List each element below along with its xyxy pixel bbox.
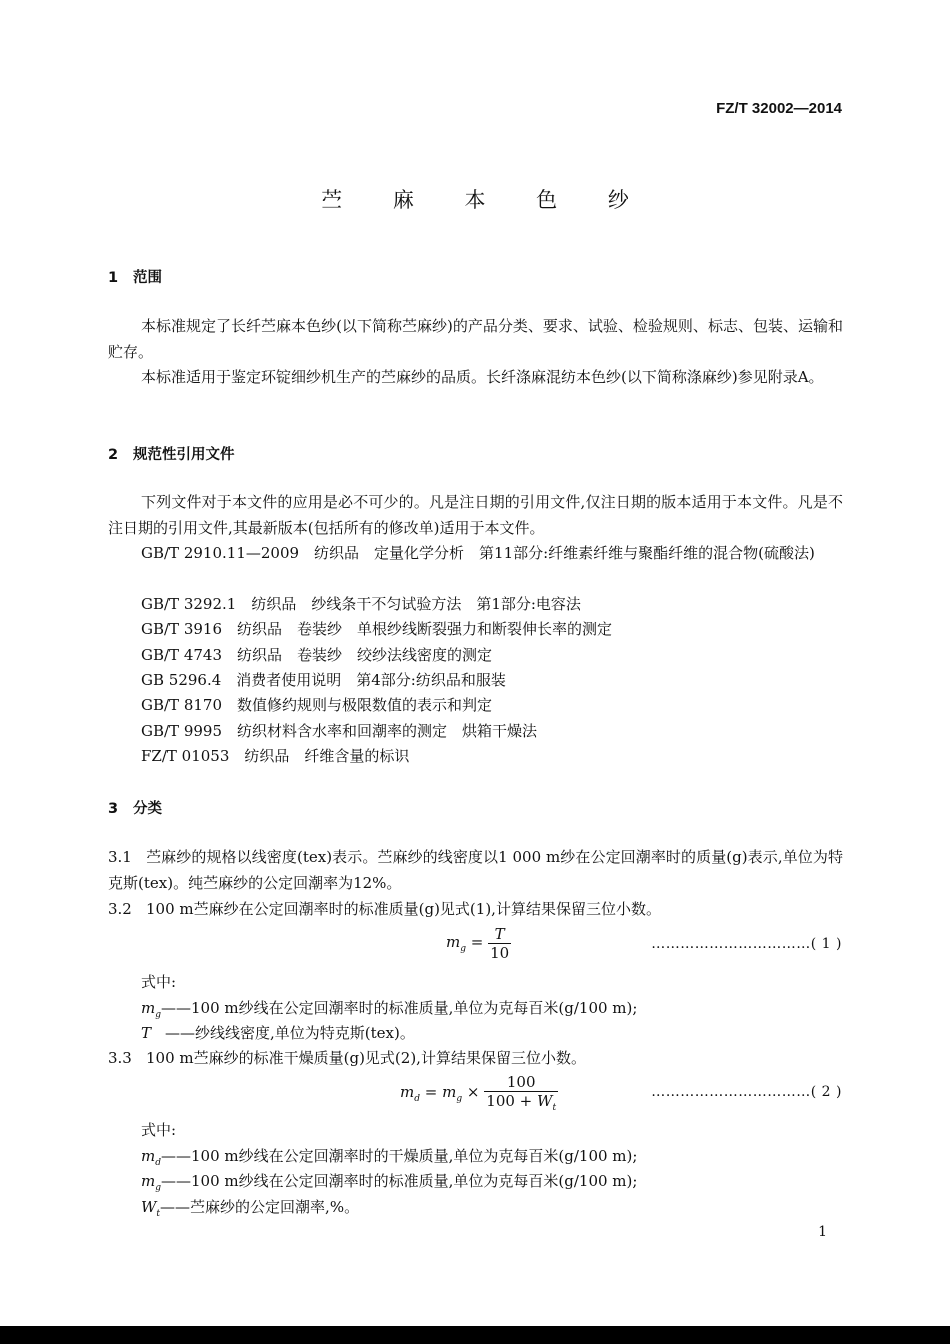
- eq-subscript: d: [414, 1093, 420, 1104]
- clause-number: 3.3: [108, 1049, 132, 1067]
- eq-symbol: m: [442, 1082, 457, 1101]
- eq-symbol: W: [537, 1092, 553, 1110]
- section-number: 1: [108, 270, 119, 286]
- eq-subscript: g: [456, 1093, 463, 1104]
- page-number: 1: [818, 1224, 827, 1240]
- eq-symbol: m: [400, 1082, 415, 1101]
- def-symbol: W: [141, 1198, 157, 1216]
- eq-number: ( 1 ): [810, 936, 842, 952]
- def-subscript: g: [155, 1010, 161, 1020]
- reference-item: GB/T 4743 纺织品 卷装纱 绞纱法线密度的测定: [141, 646, 493, 664]
- def-symbol: m: [141, 1172, 156, 1190]
- eq-number: ( 2 ): [810, 1084, 842, 1100]
- eq-operator: =: [424, 1082, 438, 1101]
- eq-subscript: g: [460, 944, 466, 954]
- definition-item: [141, 1170, 637, 1193]
- eq-fraction: [488, 925, 511, 962]
- eq-symbol: m: [446, 933, 461, 951]
- section-1-heading: [108, 266, 162, 287]
- def-subscript: g: [155, 1183, 161, 1193]
- scope-paragraph-2: 本标准适用于鉴定环锭细纱机生产的苎麻纱的品质。长纤涤麻混纺本色纱(以下简称涤麻纱)参见附录A。: [141, 368, 824, 386]
- clause-3-3: [108, 1047, 586, 1068]
- equation-1-label: [651, 936, 842, 952]
- def-text: ——100 m纱线在公定回潮率时的干燥质量,单位为克每百米(g/100 m);: [161, 1147, 638, 1165]
- eq-operator: =: [470, 933, 484, 951]
- eq-den-const: 100 +: [486, 1092, 538, 1110]
- section-number: 3: [108, 801, 119, 817]
- reference-item: GB 5296.4 消费者使用说明 第4部分:纺织品和服装: [141, 671, 506, 689]
- definition-item: [141, 1022, 415, 1043]
- section-title: 规范性引用文件: [133, 447, 235, 463]
- section-2-heading: [108, 443, 235, 464]
- def-subscript: d: [155, 1158, 161, 1168]
- def-symbol: m: [141, 1147, 156, 1165]
- definition-item: [141, 997, 637, 1020]
- reference-item: GB/T 8170 数值修约规则与极限数值的表示和判定: [141, 696, 493, 714]
- definition-item: [141, 1196, 359, 1219]
- eq-subscript: t: [552, 1103, 557, 1113]
- section-title: 范围: [133, 270, 162, 286]
- clause-3-2: [108, 898, 661, 919]
- clause-number: 3.2: [108, 900, 132, 918]
- eq-leader-dots: ……………………………: [651, 1084, 811, 1100]
- eq-fraction: [484, 1073, 558, 1113]
- reference-item: FZ/T 01053 纺织品 纤维含量的标识: [141, 747, 410, 765]
- equation-1: [446, 925, 511, 962]
- clause-text: 苎麻纱的规格以线密度(tex)表示。苎麻纱的线密度以1 000 m纱在公定回潮率时的质量(g)表示,单位为特克斯(tex)。纯苎麻纱的公定回潮率为12%。: [108, 848, 843, 892]
- eq-numerator: T: [488, 925, 511, 944]
- def-text: ——100 m纱线在公定回潮率时的标准质量,单位为克每百米(g/100 m);: [161, 1172, 638, 1190]
- standard-code: FZ/T 32002—2014: [716, 100, 842, 117]
- def-text: ——纱线线密度,单位为特克斯(tex)。: [165, 1024, 415, 1042]
- def-text: ——苎麻纱的公定回潮率,%。: [160, 1198, 360, 1216]
- reference-item: GB/T 9995 纺织材料含水率和回潮率的测定 烘箱干燥法: [141, 722, 538, 740]
- clause-3-1: [108, 845, 843, 896]
- clause-text: 100 m苎麻纱在公定回潮率时的标准质量(g)见式(1),计算结果保留三位小数。: [146, 900, 661, 918]
- section-number: 2: [108, 447, 119, 463]
- where-label: 式中:: [141, 973, 177, 991]
- where-label: 式中:: [141, 1121, 177, 1139]
- normative-intro: 下列文件对于本文件的应用是必不可少的。凡是注日期的引用文件,仅注日期的版本适用于本文件。凡是不注日期的引用文件,其最新版本(包括所有的修改单)适用于本文件。: [108, 493, 843, 537]
- equation-2: [400, 1073, 558, 1113]
- eq-denominator: [484, 1092, 558, 1113]
- eq-denominator: 10: [490, 944, 510, 962]
- clause-number: 3.1: [108, 848, 132, 866]
- eq-times: ×: [466, 1082, 480, 1101]
- section-title: 分类: [133, 801, 162, 817]
- definition-item: [141, 1145, 637, 1168]
- clause-text: 100 m苎麻纱的标准干燥质量(g)见式(2),计算结果保留三位小数。: [146, 1049, 586, 1067]
- reference-item: GB/T 3916 纺织品 卷装纱 单根纱线断裂强力和断裂伸长率的测定: [141, 620, 613, 638]
- eq-numerator: 100: [484, 1073, 558, 1092]
- def-text: ——100 m纱线在公定回潮率时的标准质量,单位为克每百米(g/100 m);: [161, 999, 638, 1017]
- page-bottom-bar: [0, 1326, 950, 1344]
- reference-item: GB/T 2910.11—2009 纺织品 定量化学分析 第11部分:纤维素纤维与聚酯纤维的混合物(硫酸法): [141, 544, 815, 562]
- equation-2-label: [651, 1084, 842, 1100]
- def-symbol: m: [141, 999, 156, 1017]
- scope-paragraph-1: 本标准规定了长纤苎麻本色纱(以下简称苎麻纱)的产品分类、要求、试验、检验规则、标志、包装、运输和贮存。: [108, 317, 843, 361]
- document-title: 苎 麻 本 色 纱: [321, 188, 651, 212]
- def-symbol: T: [141, 1024, 152, 1042]
- reference-item: GB/T 3292.1 纺织品 纱线条干不匀试验方法 第1部分:电容法: [141, 595, 581, 613]
- eq-leader-dots: ……………………………: [651, 936, 811, 952]
- section-3-heading: [108, 797, 162, 818]
- def-subscript: t: [156, 1209, 161, 1219]
